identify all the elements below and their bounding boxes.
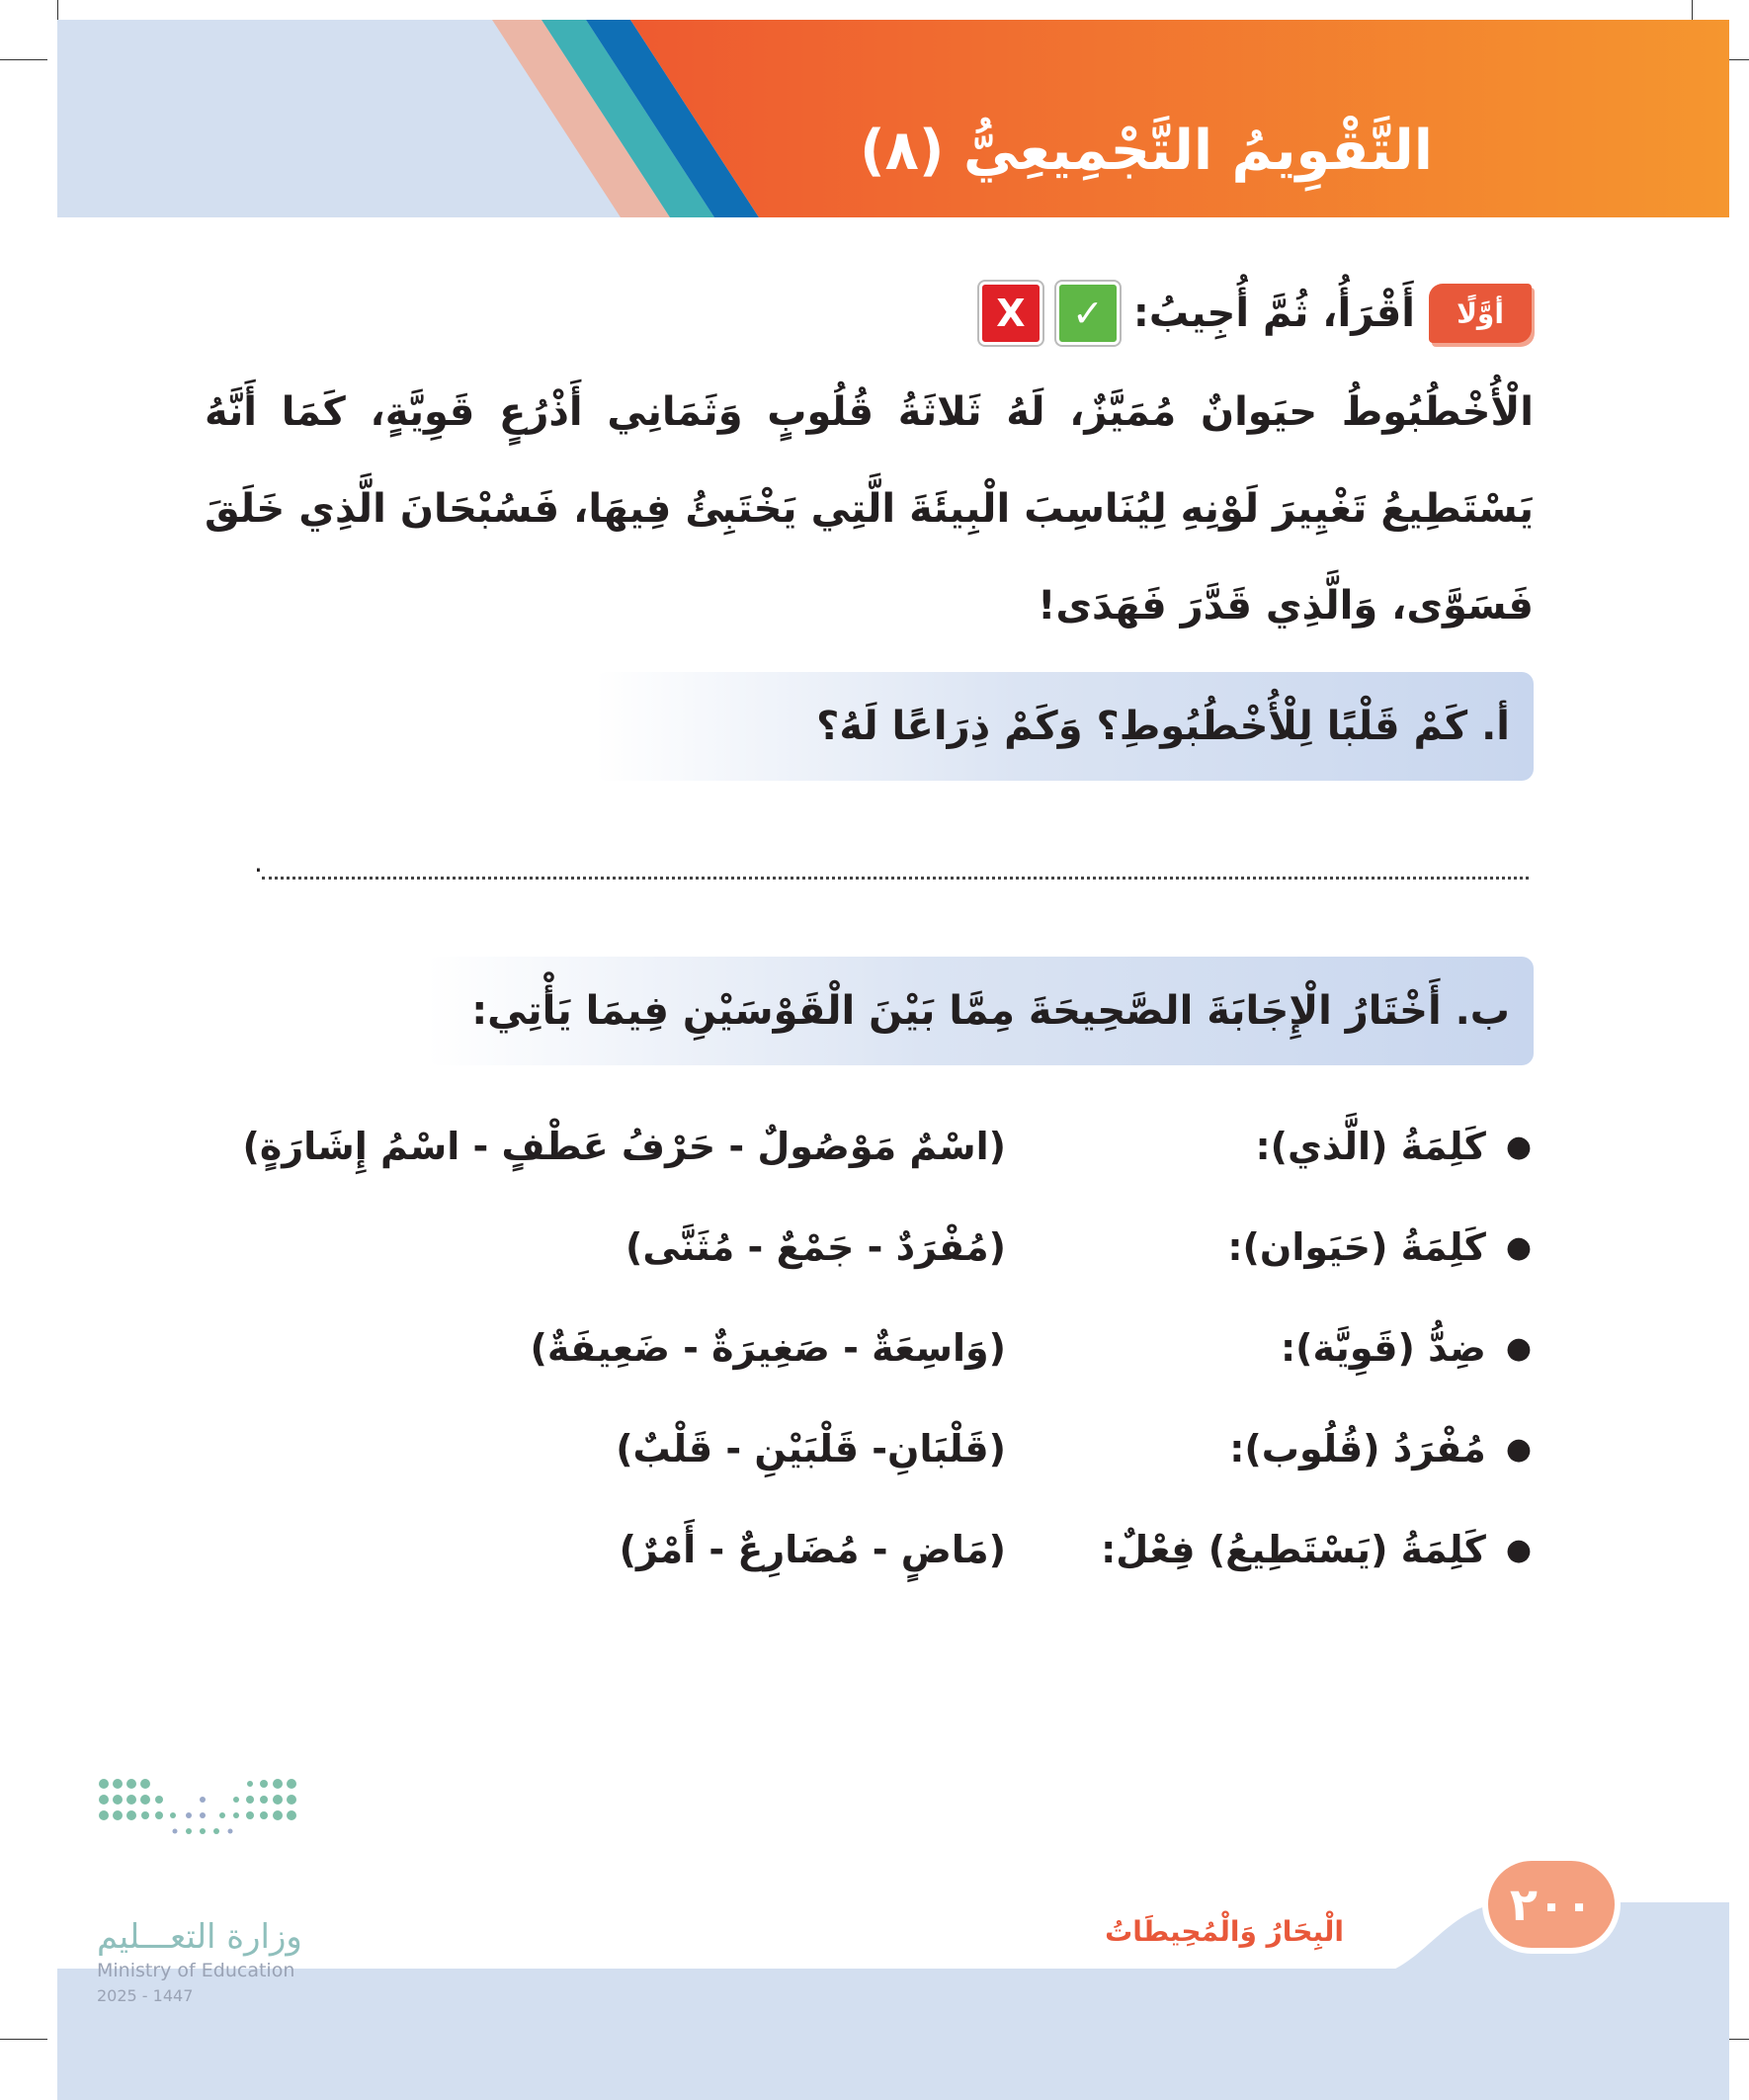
- list-item: [148, 1427, 1532, 1496]
- reading-passage: الْأُخْطُبُوطُ حيَوانٌ مُمَيَّزٌ، لَهُ ثَلاثَةُ قُلُوبٍ وَثَمَانِي أَذْرُعٍ قَوِيَّةٍ، كَمَا أَنَّهُ يَسْتَطِيعُ تَغْيِيرَ لَوْنِهِ لِيُنَاسِبَ الْبِيئَةَ الَّتِي يَخْتَبِئُ فِيهَا، فَسُبْحَانَ الَّذِي خَلَقَ فَسَوَّى، وَالَّذِي قَدَّرَ فَهَدَى!: [205, 389, 1534, 629]
- list-item: [148, 1225, 1532, 1295]
- section-heading: [979, 279, 1532, 348]
- ministry-year: 2025 - 1447: [97, 1986, 194, 2005]
- bullet-icon: ●: [1505, 1129, 1532, 1164]
- footer-band: [57, 1969, 1729, 2100]
- answer-line[interactable]: [254, 846, 1529, 880]
- bullet-icon: ●: [1505, 1330, 1532, 1366]
- item-options[interactable]: (اسْمٌ مَوْصُولٌ - حَرْفُ عَطْفٍ - اسْمُ إِشَارَةٍ): [242, 1125, 1006, 1168]
- page-number: ٢٠٠: [1482, 1855, 1621, 1954]
- ministry-name-ar: وزارة التعـــليم: [97, 1917, 302, 1957]
- item-label: كَلِمَةُ (يَسْتَطِيعُ) فِعْلٌ:: [1101, 1528, 1486, 1571]
- unit-name: الْبِحَارُ وَالْمُحِيطَاتُ: [1105, 1915, 1344, 1948]
- list-item: [148, 1528, 1532, 1597]
- item-options[interactable]: (مَاضٍ - مُضَارِعٌ - أَمْرٌ): [619, 1528, 1006, 1571]
- ministry-logo-icon: [94, 1774, 311, 1897]
- page-header: [57, 20, 1729, 217]
- section-title: أَقْرَأُ، ثُمَّ أُجِيبُ:: [1132, 291, 1415, 336]
- item-options[interactable]: (مُفْرَدٌ - جَمْعٌ - مُثَنَّى): [625, 1225, 1006, 1269]
- item-label: كَلِمَةُ (الَّذي):: [1255, 1125, 1486, 1168]
- bullet-icon: ●: [1505, 1229, 1532, 1265]
- ministry-name-en: Ministry of Education: [97, 1960, 295, 1981]
- list-item: [148, 1125, 1532, 1194]
- answer-line-end: .: [254, 846, 263, 879]
- crop-mark: [0, 2039, 47, 2040]
- bullet-icon: ●: [1505, 1431, 1532, 1467]
- check-icon: ✓: [1056, 282, 1120, 345]
- x-icon: X: [979, 282, 1042, 345]
- list-item: [148, 1326, 1532, 1395]
- item-label: ضِدُّ (قَوِيَّة):: [1280, 1326, 1486, 1370]
- question-b: ب. أَخْتَارُ الْإِجَابَةَ الصَّحِيحَةَ مِمَّا بَيْنَ الْقَوْسَيْنِ فِيمَا يَأْتِي:: [427, 957, 1534, 1065]
- item-options[interactable]: (قَلْبَانِ- قَلْبَيْنِ - قَلْبٌ): [616, 1427, 1006, 1470]
- item-label: كَلِمَةُ (حَيَوان):: [1227, 1225, 1486, 1269]
- question-a: أ. كَمْ قَلْبًا لِلْأُخْطُبُوطِ؟ وَكَمْ ذِرَاعًا لَهُ؟: [595, 672, 1534, 781]
- item-label: مُفْرَدُ (قُلُوب):: [1229, 1427, 1486, 1470]
- section-badge: أوَّلًا: [1429, 284, 1532, 343]
- bullet-icon: ●: [1505, 1532, 1532, 1567]
- crop-mark: [0, 59, 47, 60]
- item-options[interactable]: (وَاسِعَةٌ - صَغِيرَةٌ - ضَعِيفَةٌ): [530, 1326, 1006, 1370]
- page-title: التَّقْوِيمُ التَّجْمِيعِيُّ (٨): [860, 119, 1433, 183]
- crop-mark: [57, 0, 58, 20]
